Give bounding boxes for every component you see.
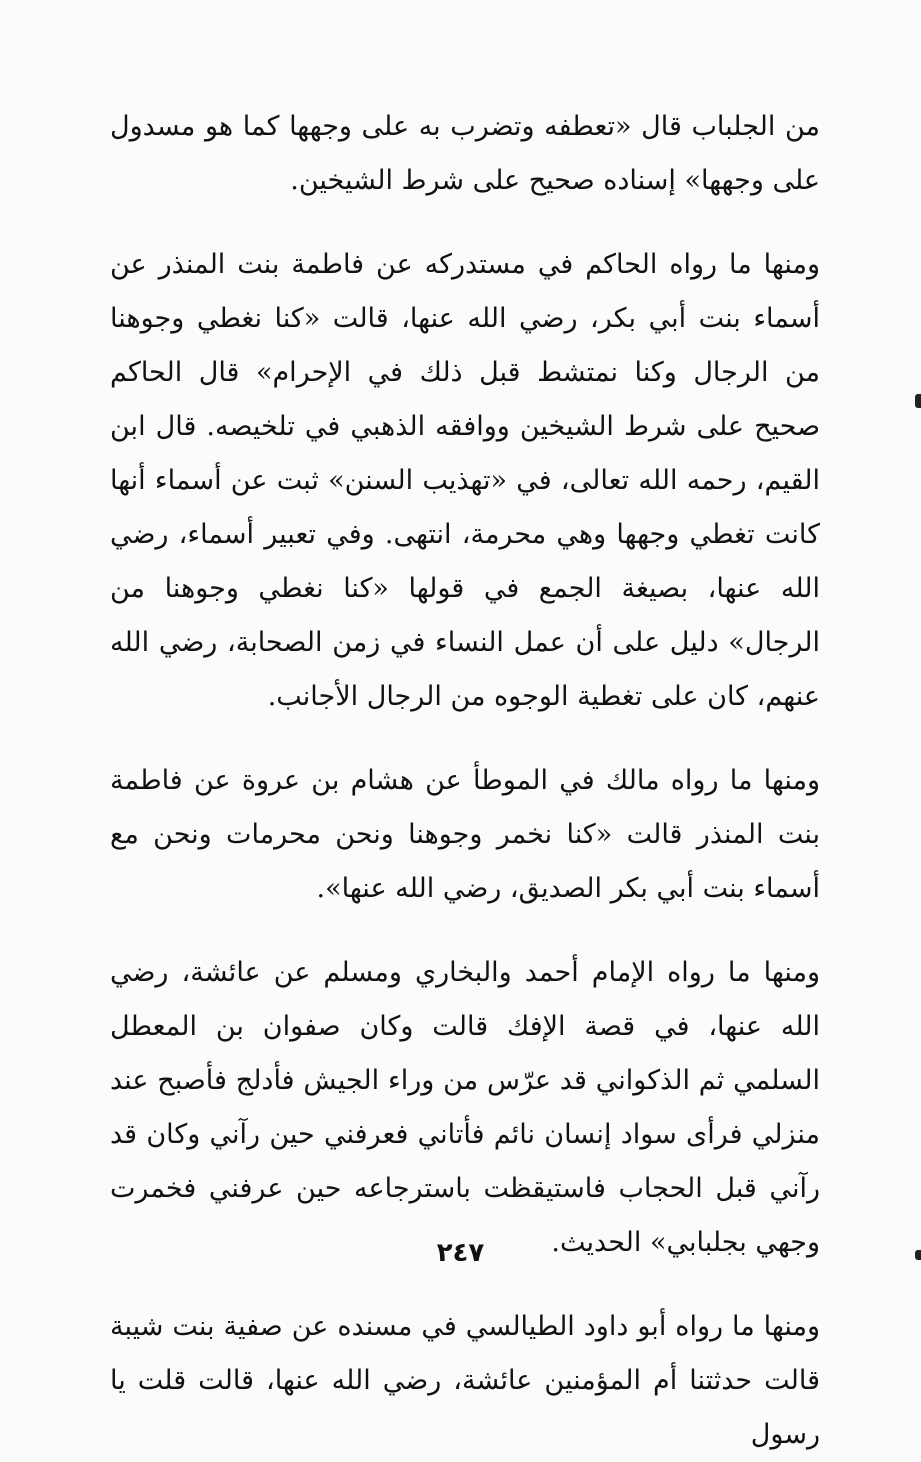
paragraph-2: ومنها ما رواه الحاكم في مستدركه عن فاطمة بنت المنذر عن أسماء بنت أبي بكر، رضي الله عنها، قالت «كنا نغطي وجوهنا من الرجال وكنا نمتشط قبل ذلك في الإحرام» قال الحاكم صحيح على شرط الشيخين ووافقه الذهبي في تلخيصه. قال ابن القيم، رحمه الله تعالى، في «تهذيب السنن» ثبت عن أسماء أنها كانت تغطي وجهها وهي محرمة، انتهى. وفي تعبير أسماء، رضي الله عنها، بصيغة الجمع في قولها «كنا نغطي وجوهنا من الرجال» دليل على أن عمل النساء في زمن الصحابة، رضي الله عنهم، كان على تغطية الوجوه من الرجال الأجانب. (110, 249, 820, 712)
paragraph-3: ومنها ما رواه مالك في الموطأ عن هشام بن عروة عن فاطمة بنت المنذر قالت «كنا نخمر وجوهنا ونحن محرمات ونحن مع أسماء بنت أبي بكر الصديق، رضي الله عنها». (110, 765, 820, 904)
paragraph-4: ومنها ما رواه الإمام أحمد والبخاري ومسلم عن عائشة، رضي الله عنها، في قصة الإفك قالت وكان صفوان بن المعطل السلمي ثم الذكواني قد عرّس من وراء الجيش فأدلج فأصبح عند منزلي فرأى سواد إنسان نائم فأتاني فعرفني حين رآني وكان قد رآني قبل الحجاب فاستيقظت باسترجاعه حين عرفني فخمرت وجهي بجلبابي» الحديث. (110, 957, 820, 1258)
scan-edge-mark (915, 394, 921, 408)
scan-edge-mark (915, 1250, 921, 1260)
paragraph-5: ومنها ما رواه أبو داود الطيالسي في مسنده عن صفية بنت شيبة قالت حدثتنا أم المؤمنين عائشة، رضي الله عنها، قالت قلت يا رسول (110, 1311, 820, 1450)
paragraph-1: من الجلباب قال «تعطفه وتضرب به على وجهها كما هو مسدول على وجهها» إسناده صحيح على شرط الشيخين. (110, 111, 820, 196)
page-number: ٢٤٧ (436, 1238, 485, 1268)
